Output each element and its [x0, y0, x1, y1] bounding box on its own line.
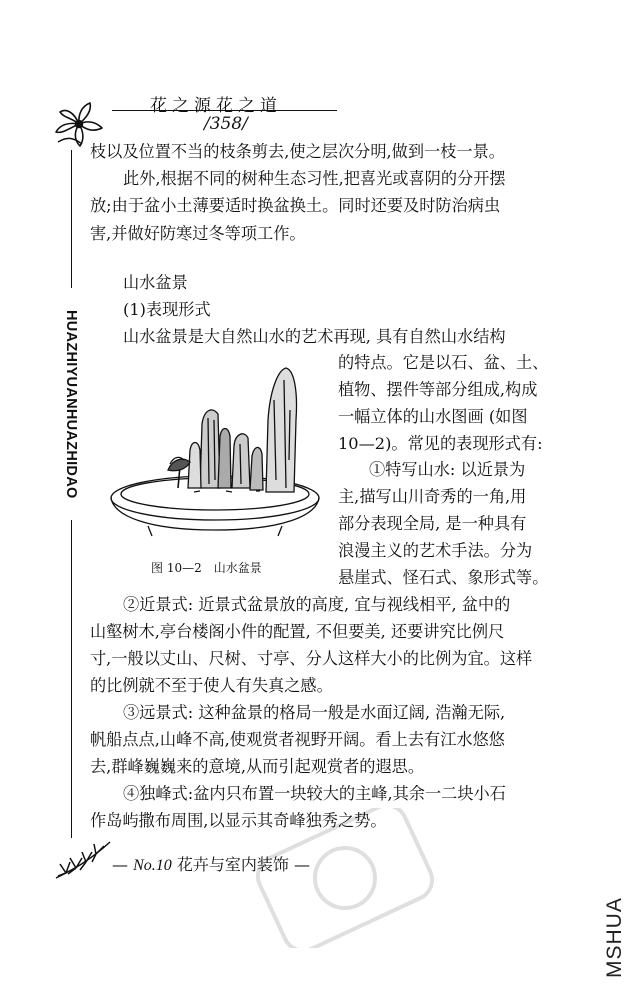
- body-line: 一幅立体的山水图画 (如图: [338, 407, 528, 426]
- body-line: 帆船点点,山峰不高,使观赏者视野开阔。看上去有江水悠悠: [90, 730, 505, 749]
- pine-branch-icon: [52, 832, 114, 884]
- body-line: 害,并做好防寒过冬等项工作。: [90, 224, 306, 243]
- body-line: ②近景式: 近景式盆景放的高度, 宜与视线相平, 盆中的: [123, 595, 511, 614]
- page-number: /358/: [204, 114, 248, 134]
- header-rule: [112, 110, 337, 111]
- body-line: ③远景式: 这种盆景的格局一般是水面辽阔, 浩瀚无际,: [123, 703, 506, 722]
- scanner-watermark: MSHUA: [603, 897, 626, 979]
- section-heading: 山水盆景: [123, 273, 188, 292]
- margin-rule-bottom: [71, 520, 72, 838]
- body-line: 去,群峰巍巍来的意境,从而引起观赏者的遐思。: [90, 757, 425, 776]
- body-line: 的比例就不至于使人有失真之感。: [90, 676, 333, 695]
- footer-dash-right: —: [293, 855, 310, 874]
- body-line: 部分表现全局, 是一种具有: [338, 514, 527, 533]
- chapter-title: 花卉与室内装饰: [176, 855, 289, 874]
- footer-dash-left: —: [112, 855, 128, 874]
- body-line: 悬崖式、怪石式、象形式等。: [338, 568, 549, 587]
- body-line: 山壑树木,亭台楼阁小件的配置, 不但要美, 还要讲究比例尺: [90, 622, 505, 641]
- body-line: 主,描写山川奇秀的一角,用: [338, 487, 527, 506]
- body-line: 植物、摆件等部分组成,构成: [338, 380, 538, 399]
- body-line: ④独峰式:盆内只布置一块较大的主峰,其余一二块小石: [123, 784, 506, 803]
- body-line: 寸,一般以丈山、尺树、寸亭、分人这样大小的比例为宜。这样: [90, 649, 533, 668]
- body-line: 10—2)。常见的表现形式有:: [338, 434, 543, 453]
- body-line: 此外,根据不同的树种生态习性,把喜光或喜阴的分开摆: [123, 169, 506, 188]
- body-line: 作岛屿撒布周围,以显示其奇峰独秀之势。: [90, 811, 387, 830]
- margin-vertical-title: HUAZHIYUANHUAZHIDAO: [63, 309, 79, 499]
- margin-rule-top: [71, 150, 72, 288]
- figure-caption: 图 10—2 山水盆景: [151, 561, 262, 575]
- subsection-heading: (1)表现形式: [123, 300, 211, 319]
- body-line: 放;由于盆小土薄要适时换盆换土。同时还要及时防治病虫: [90, 196, 501, 215]
- body-line: 枝以及位置不当的枝条剪去,使之层次分明,做到一枝一景。: [90, 142, 505, 161]
- running-header-title: 花之源花之道: [150, 96, 282, 116]
- body-line: ①特写山水: 以近景为: [369, 460, 526, 479]
- body-line: 浪漫主义的艺术手法。分为: [338, 541, 533, 560]
- body-line: 山水盆景是大自然山水的艺术再现, 具有自然山水结构: [123, 327, 506, 346]
- library-stamp: [245, 808, 445, 948]
- body-line: 的特点。它是以石、盆、土、: [338, 353, 549, 372]
- landscape-penjing-illustration: [108, 360, 323, 548]
- chapter-number: No.10: [133, 857, 172, 874]
